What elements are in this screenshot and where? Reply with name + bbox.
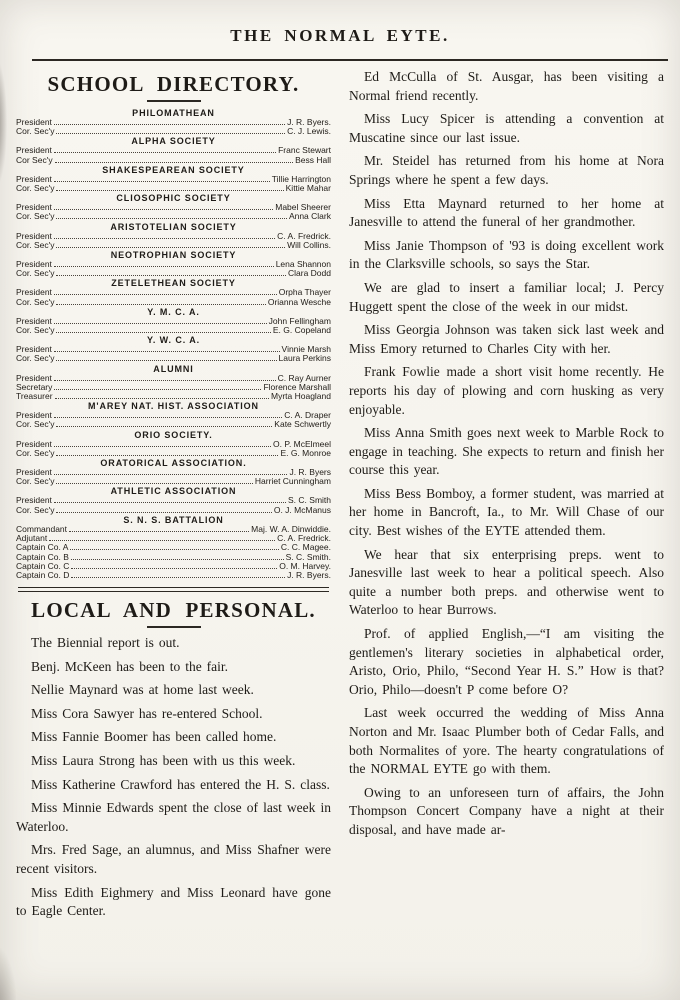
directory-entry <box>16 506 331 515</box>
directory-entry <box>16 232 331 241</box>
office-title: Captain Co. B <box>16 551 69 562</box>
local-personal-item: Miss Cora Sawyer has re-entered School. <box>31 705 263 721</box>
news-item: Miss Etta Maynard returned to her home at Janesville to attend the funeral of her grandmother. <box>349 195 664 230</box>
officer-name: J. R. Byers. <box>287 117 331 127</box>
directory-society <box>16 430 331 458</box>
office-title: President <box>16 344 52 355</box>
directory-society <box>16 250 331 278</box>
leader-dots <box>56 218 286 219</box>
news-item: Prof. of applied English,—“I am visiting the gentlemen's literary societies in alphabetical order, Aristo, Orio, Philo, “Second Year H. S.” How is that? Orio, Philo—doesn't P come before O? <box>349 626 664 697</box>
scan-smudge-bottom <box>0 948 16 1000</box>
officer-name: Florence Marshall <box>263 381 331 392</box>
directory-society <box>16 193 331 221</box>
news-item: Owing to an unforeseen turn of affairs, the John Thompson Concert Company have a night at their disposal, and have made ar- <box>349 784 664 837</box>
directory-entry <box>16 203 331 212</box>
right-column <box>349 66 664 926</box>
society-name: ALUMNI <box>153 363 194 374</box>
directory-entry <box>16 449 331 458</box>
society-name: ATHLETIC ASSOCIATION <box>110 486 237 497</box>
leader-dots <box>56 426 272 427</box>
directory-entry <box>16 146 331 155</box>
news-item: We hear that six enterprising preps. went to Janesville last week to hear a political speech. Also quite a number both preps. and otherwise went to Waterloo to hear Burrows. <box>349 546 664 618</box>
officer-name: Laura Perkins <box>278 353 331 364</box>
directory-entry <box>16 571 331 580</box>
office-title: President <box>16 438 52 449</box>
leader-dots <box>54 124 285 125</box>
officer-name: J. R. Byers <box>289 467 331 478</box>
directory-entry <box>16 118 331 127</box>
leader-dots <box>56 190 283 191</box>
masthead-title: THE NORMAL EYTE. <box>230 26 450 45</box>
leader-dots <box>54 474 288 475</box>
officer-name: Lena Shannon <box>275 259 331 270</box>
office-title: Cor. Sec'y <box>16 325 55 336</box>
officer-name: Vinnie Marsh <box>281 344 331 355</box>
directory-entry <box>16 420 331 429</box>
heading-rule <box>147 100 201 102</box>
officer-name: Orpha Thayer <box>278 287 331 298</box>
society-name: ARISTOTELIAN SOCIETY <box>110 221 237 232</box>
society-name: NEOTROPHIAN SOCIETY <box>110 250 237 261</box>
society-name: S. N. S. BATTALION <box>123 514 224 525</box>
directory-entry <box>16 392 331 401</box>
heading-rule <box>147 626 201 628</box>
officer-name: John Fellingham <box>268 315 331 326</box>
office-title: President <box>16 495 52 506</box>
office-title: Cor. Sec'y <box>16 239 55 250</box>
news-item: We are glad to insert a familiar local; J. Percy Huggett spent the close of the week in our midst. <box>349 279 664 314</box>
local-personal-item: Mrs. Fred Sage, an alumnus, and Miss Shafner were recent visitors. <box>16 842 331 877</box>
officer-name: Kittie Mahar <box>285 183 331 194</box>
directory-entry <box>16 298 331 307</box>
news-item: Miss Lucy Spicer is attending a convention at Muscatine since our last issue. <box>349 111 664 145</box>
office-title: Cor. Sec'y <box>16 504 55 515</box>
office-title: President <box>16 173 52 184</box>
office-title: President <box>16 467 52 478</box>
society-name: ORATORICAL ASSOCIATION. <box>100 458 247 469</box>
officer-name: S. C. Smith. <box>285 551 331 562</box>
local-personal-item: The Biennial report is out. <box>31 635 180 651</box>
scan-smudge-left <box>0 58 7 188</box>
officer-name: O. J. McManus <box>273 504 331 515</box>
society-name: ZETELETHEAN SOCIETY <box>111 278 236 289</box>
local-personal-item: Nellie Maynard was at home last week. <box>31 682 254 698</box>
office-title: Cor. Sec'y <box>16 476 55 487</box>
officer-name: Maj. W. A. Dinwiddie. <box>251 523 331 534</box>
society-name: Y. W. C. A. <box>146 335 201 346</box>
leader-dots <box>54 238 275 239</box>
office-title: Cor Sec'y <box>16 154 53 165</box>
officer-name: Harriet Cunningham <box>254 476 331 487</box>
officer-name: Orianna Wesche <box>267 296 331 307</box>
office-title: Adjutant <box>16 533 48 544</box>
local-personal-item: Miss Minnie Edwards spent the close of last week in Waterloo. <box>16 800 331 834</box>
leader-dots <box>71 568 277 569</box>
news-item: Miss Janie Thompson of '93 is doing excellent work in the Clarksville schools, so says the Star. <box>349 237 664 272</box>
officer-name: Kate Schwertly <box>274 419 331 430</box>
directory-society <box>16 486 331 514</box>
directory-entry <box>16 326 331 335</box>
office-title: President <box>16 117 52 127</box>
local-personal-item: Benj. McKeen has been to the fair. <box>31 658 229 674</box>
leader-dots <box>54 502 286 503</box>
office-title: President <box>16 287 52 298</box>
leader-dots <box>55 162 294 163</box>
office-title: Cor. Sec'y <box>16 183 55 194</box>
news-item: Miss Bess Bomboy, a former student, was married at her home in Bancroft, Ia., to Mr. Will Chase of our city. Best wishes of the EYTE attended them. <box>349 485 664 539</box>
directory-society <box>16 364 331 402</box>
directory-title: SCHOOL DIRECTORY. <box>47 72 300 96</box>
leader-dots <box>54 209 273 210</box>
office-title: Cor. Sec'y <box>16 296 55 307</box>
local-personal-item: Miss Edith Eighmery and Miss Leonard have gone to Eagle Center. <box>16 884 331 919</box>
leader-dots <box>56 360 276 361</box>
leader-dots <box>54 323 267 324</box>
office-title: President <box>16 259 52 270</box>
officer-name: C. A. Fredrick. <box>277 533 331 544</box>
news-item: Last week occurred the wedding of Miss Anna Norton and Mr. Isaac Plumber both of Cedar Falls, and both Normalites of yore. The hearty congratulations of the NORMAL EYTE go with them. <box>349 705 664 777</box>
directory-society <box>16 278 331 306</box>
directory-entry <box>16 241 331 250</box>
officer-name: Tillie Harrington <box>271 173 331 184</box>
officer-name: C. Ray Aurner <box>277 372 331 383</box>
directory-entry <box>16 175 331 184</box>
leader-dots <box>49 540 275 541</box>
officer-name: J. R. Byers. <box>287 569 331 580</box>
directory-entry <box>16 156 331 165</box>
leader-dots <box>70 549 278 550</box>
leader-dots <box>54 389 261 390</box>
office-title: President <box>16 202 52 213</box>
officer-name: O. P. McElmeel <box>273 438 331 449</box>
society-name: Y. M. C. A. <box>147 306 200 317</box>
directory-entry <box>16 184 331 193</box>
office-title: Captain Co. D <box>16 569 70 580</box>
directory-entry <box>16 477 331 486</box>
news-item: Frank Fowlie made a short visit home recently. He reports his day of plowing and corn husking as very enjoyable. <box>349 364 664 417</box>
left-column <box>16 66 331 926</box>
directory-entry <box>16 127 331 136</box>
directory-entry <box>16 269 331 278</box>
office-title: Cor. Sec'y <box>16 419 55 430</box>
officer-name: Clara Dodd <box>288 268 331 279</box>
directory-society <box>16 222 331 250</box>
leader-dots <box>54 294 277 295</box>
directory-list <box>16 108 331 580</box>
leader-dots <box>54 380 276 381</box>
leader-dots <box>54 266 274 267</box>
office-title: Cor. Sec'y <box>16 353 55 364</box>
officer-name: S. C. Smith <box>288 495 331 506</box>
officer-name: C. C. Magee. <box>280 542 331 553</box>
leader-dots <box>54 351 280 352</box>
officer-name: Franc Stewart <box>278 145 331 156</box>
office-title: President <box>16 230 52 241</box>
office-title: Cor. Sec'y <box>16 211 55 222</box>
directory-society <box>16 136 331 164</box>
officer-name: E. G. Monroe <box>280 447 331 458</box>
office-title: Secretary <box>16 381 53 392</box>
office-title: Cor. Sec'y <box>16 268 55 279</box>
society-name: ORIO SOCIETY. <box>134 429 213 440</box>
directory-society <box>16 401 331 429</box>
page-columns <box>0 61 680 926</box>
society-name: ALPHA SOCIETY <box>131 136 216 147</box>
society-name: PHILOMATHEAN <box>132 108 215 118</box>
society-name: M'AREY NAT. HIST. ASSOCIATION <box>88 401 259 412</box>
news-item: Ed McCulla of St. Ausgar, has been visiting a Normal friend recently. <box>349 69 664 103</box>
leader-dots <box>69 531 249 532</box>
leader-dots <box>55 398 269 399</box>
officer-name: Bess Hall <box>295 154 331 165</box>
leader-dots <box>54 417 282 418</box>
directory-society <box>16 307 331 335</box>
news-item: Mr. Steidel has returned from his home at Nora Springs where he spent a few days. <box>349 153 664 187</box>
school-directory-section <box>16 72 331 580</box>
office-title: Treasurer <box>16 391 53 402</box>
leader-dots <box>56 483 252 484</box>
leader-dots <box>56 304 265 305</box>
officer-name: C. J. Lewis. <box>287 126 331 137</box>
directory-entry <box>16 354 331 363</box>
office-title: President <box>16 372 52 383</box>
leader-dots <box>56 512 271 513</box>
leader-dots <box>56 275 286 276</box>
leader-dots <box>56 247 285 248</box>
society-name: CLIOSOPHIC SOCIETY <box>116 193 231 204</box>
office-title: Cor. Sec'y <box>16 126 55 137</box>
leader-dots <box>54 181 270 182</box>
news-paragraphs <box>349 68 664 840</box>
officer-name: C. A. Fredrick. <box>277 230 331 241</box>
office-title: President <box>16 315 52 326</box>
officer-name: C. A. Draper <box>284 410 331 421</box>
leader-dots <box>56 332 270 333</box>
leader-dots <box>56 133 285 134</box>
officer-name: Myrta Hoagland <box>270 391 331 402</box>
officer-name: E. G. Copeland <box>272 325 331 336</box>
local-personal-item: Miss Katherine Crawford has entered the H. S. class. <box>31 776 330 792</box>
directory-society <box>16 335 331 363</box>
society-name: SHAKESPEAREAN SOCIETY <box>102 164 245 175</box>
officer-name: Mabel Sheerer <box>275 202 331 213</box>
office-title: President <box>16 145 52 156</box>
directory-society <box>16 515 331 580</box>
leader-dots <box>71 577 285 578</box>
office-title: Cor. Sec'y <box>16 447 55 458</box>
directory-society <box>16 108 331 136</box>
officer-name: Anna Clark <box>288 211 331 222</box>
leader-dots <box>54 446 271 447</box>
office-title: Captain Co. C <box>16 560 70 571</box>
news-item: Miss Georgia Johnson was taken sick last week and Miss Emory returned to Charles City with her. <box>349 322 664 356</box>
leader-dots <box>71 559 284 560</box>
local-personal-item: Miss Laura Strong has been with us this week. <box>31 753 296 769</box>
leader-dots <box>56 455 278 456</box>
officer-name: O. M. Harvey. <box>279 560 331 571</box>
news-item: Miss Anna Smith goes next week to Marble Rock to engage in teaching. She expects to return and finish her course this year. <box>349 425 664 478</box>
section-divider <box>18 587 329 592</box>
directory-society <box>16 458 331 486</box>
directory-society <box>16 165 331 193</box>
local-personal-title: LOCAL AND PERSONAL. <box>31 598 316 623</box>
leader-dots <box>54 152 276 153</box>
local-personal-item: Miss Fannie Boomer has been called home. <box>31 729 277 745</box>
office-title: Captain Co. A <box>16 542 69 553</box>
local-personal-section <box>16 598 331 921</box>
local-personal-paragraphs <box>16 634 331 921</box>
directory-entry <box>16 212 331 221</box>
officer-name: Will Collins. <box>287 239 331 250</box>
office-title: President <box>16 410 52 421</box>
office-title: Commandant <box>16 523 68 534</box>
directory-entry <box>16 260 331 269</box>
